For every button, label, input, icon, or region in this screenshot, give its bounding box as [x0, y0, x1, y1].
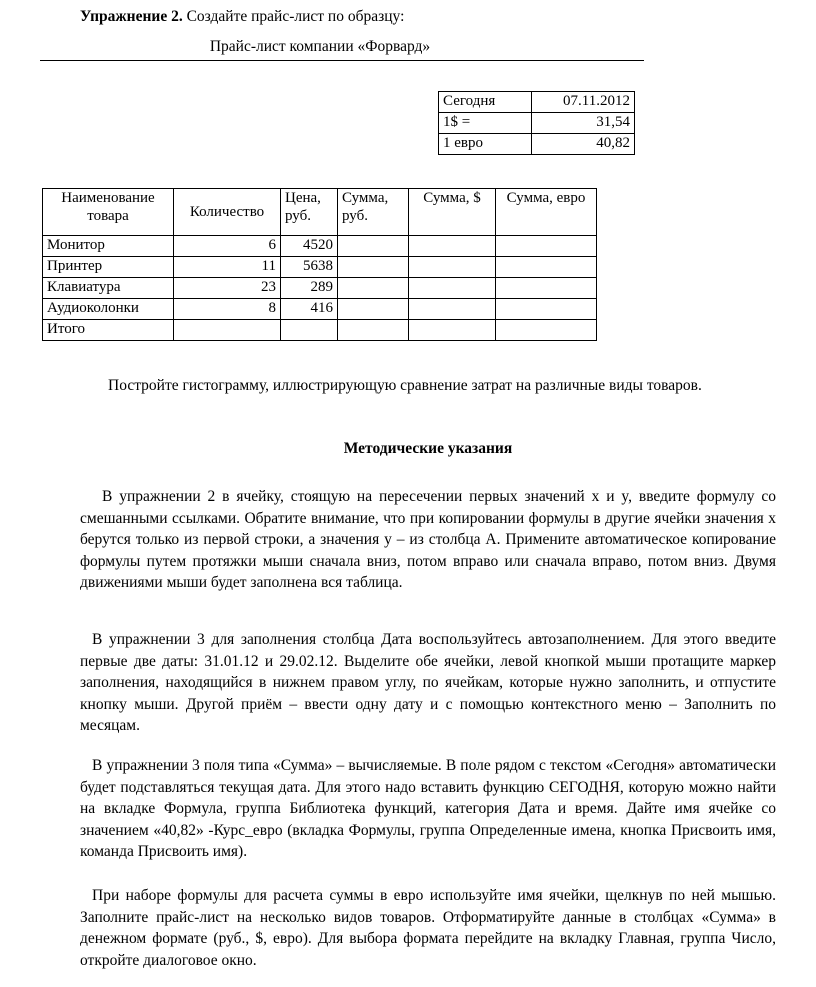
- rate-value: 07.11.2012: [532, 92, 635, 113]
- cell-sum-rub: [338, 299, 409, 320]
- price-header-row: [43, 189, 597, 236]
- paragraph-4: [80, 885, 776, 971]
- header-sum-usd: Сумма, $: [409, 189, 496, 236]
- cell-sum-usd: [409, 320, 496, 341]
- cell-price: 5638: [281, 257, 338, 278]
- header-name: Наименование товара: [43, 189, 174, 236]
- cell-sum-usd: [409, 257, 496, 278]
- cell-price: 416: [281, 299, 338, 320]
- paragraph-1: [80, 486, 776, 594]
- cell-qty: [174, 320, 281, 341]
- cell-sum-eur: [496, 257, 597, 278]
- cell-sum-rub: [338, 278, 409, 299]
- rate-row: [439, 92, 635, 113]
- cell-sum-usd: [409, 236, 496, 257]
- cell-sum-eur: [496, 236, 597, 257]
- cell-qty: 23: [174, 278, 281, 299]
- cell-price: [281, 320, 338, 341]
- paragraph-4-text: При наборе формулы для расчета суммы в евро используйте имя ячейки, щелкнув по ней мышью. Заполните прайс-лист на несколько видов товаров. Отформатируйте данные в столбцах «Сумма» в денежном формате (руб., $, евро). Для выбора формата перейдите на вкладку Главная, группа Число, откройте диалоговое окно.: [80, 887, 776, 969]
- cell-sum-eur: [496, 299, 597, 320]
- cell-qty: 6: [174, 236, 281, 257]
- cell-price: 289: [281, 278, 338, 299]
- cell-sum-rub: [338, 236, 409, 257]
- table-row: [43, 299, 597, 320]
- header-sum-eur: Сумма, евро: [496, 189, 597, 236]
- cell-sum-usd: [409, 278, 496, 299]
- paragraph-3-text: В упражнении 3 поля типа «Сумма» – вычисляемые. В поле рядом с текстом «Сегодня» автоматически будет подставляться текущая дата. Для этого надо вставить функцию СЕГОДНЯ, которую можно найти на вкладке Формула, группа Библиотека функций, категория Дата и время. Дайте имя ячейке со значением «40,82» -Курс_евро (вкладка Формулы, группа Определенные имена, кнопка Присвоить имя, команда Присвоить имя).: [80, 757, 776, 860]
- histogram-instruction: Постройте гистограмму, иллюстрирующую сравнение затрат на различные виды товаров.: [108, 377, 702, 394]
- rate-label: 1 евро: [439, 134, 532, 155]
- header-price: Цена, руб.: [281, 189, 338, 236]
- paragraph-2-text: В упражнении 3 для заполнения столбца Дата воспользуйтесь автозаполнением. Для этого введите первые две даты: 31.01.12 и 29.02.12. Выделите обе ячейки, левой кнопкой мыши протащите маркер заполнения, находящийся в нижнем правом углу, по ячейкам, которые нужно заполнить, и отпустите кнопку мыши. Другой приём – ввести одну дату и с помощью контекстного меню – Заполнить по месяцам.: [80, 631, 776, 734]
- rate-value: 31,54: [532, 113, 635, 134]
- rate-label: 1$ =: [439, 113, 532, 134]
- title-underline: [40, 60, 644, 61]
- cell-sum-rub: [338, 320, 409, 341]
- cell-price: 4520: [281, 236, 338, 257]
- paragraph-1-text: В упражнении 2 в ячейку, стоящую на пересечении первых значений x и y, введите формулу со смешанными ссылками. Обратите внимание, что при копировании формулы в другие ячейки значения x берутся только из первой строки, а значения y – из столбца А. Примените автоматическое копирование формулы путем протяжки мыши сначала вниз, потом вправо или сначала вправо, потом вниз. Двумя движениями мыши будет заполнена вся таблица.: [80, 488, 776, 591]
- cell-sum-usd: [409, 299, 496, 320]
- cell-name: Итого: [43, 320, 174, 341]
- cell-sum-rub: [338, 257, 409, 278]
- cell-name: Аудиоколонки: [43, 299, 174, 320]
- rate-row: [439, 113, 635, 134]
- rate-label: Сегодня: [439, 92, 532, 113]
- exercise-label: Упражнение 2.: [80, 8, 183, 25]
- cell-sum-eur: [496, 320, 597, 341]
- cell-qty: 8: [174, 299, 281, 320]
- exercise-text: Создайте прайс-лист по образцу:: [182, 8, 405, 25]
- rates-table: [438, 91, 635, 155]
- company-title: Прайс-лист компании «Форвард»: [209, 38, 431, 55]
- paragraph-2: [80, 629, 776, 737]
- rate-row: [439, 134, 635, 155]
- table-row: [43, 257, 597, 278]
- cell-name: Клавиатура: [43, 278, 174, 299]
- cell-name: Монитор: [43, 236, 174, 257]
- paragraph-3: [80, 755, 776, 863]
- section-heading: Методические указания: [343, 440, 513, 457]
- cell-qty: 11: [174, 257, 281, 278]
- price-table: [42, 188, 597, 341]
- table-row: [43, 236, 597, 257]
- header-sum-rub: Сумма, руб.: [338, 189, 409, 236]
- cell-name: Принтер: [43, 257, 174, 278]
- table-row: [43, 278, 597, 299]
- rate-value: 40,82: [532, 134, 635, 155]
- exercise-title: [80, 8, 404, 26]
- cell-sum-eur: [496, 278, 597, 299]
- header-qty: Количество: [174, 189, 281, 236]
- table-row-total: [43, 320, 597, 341]
